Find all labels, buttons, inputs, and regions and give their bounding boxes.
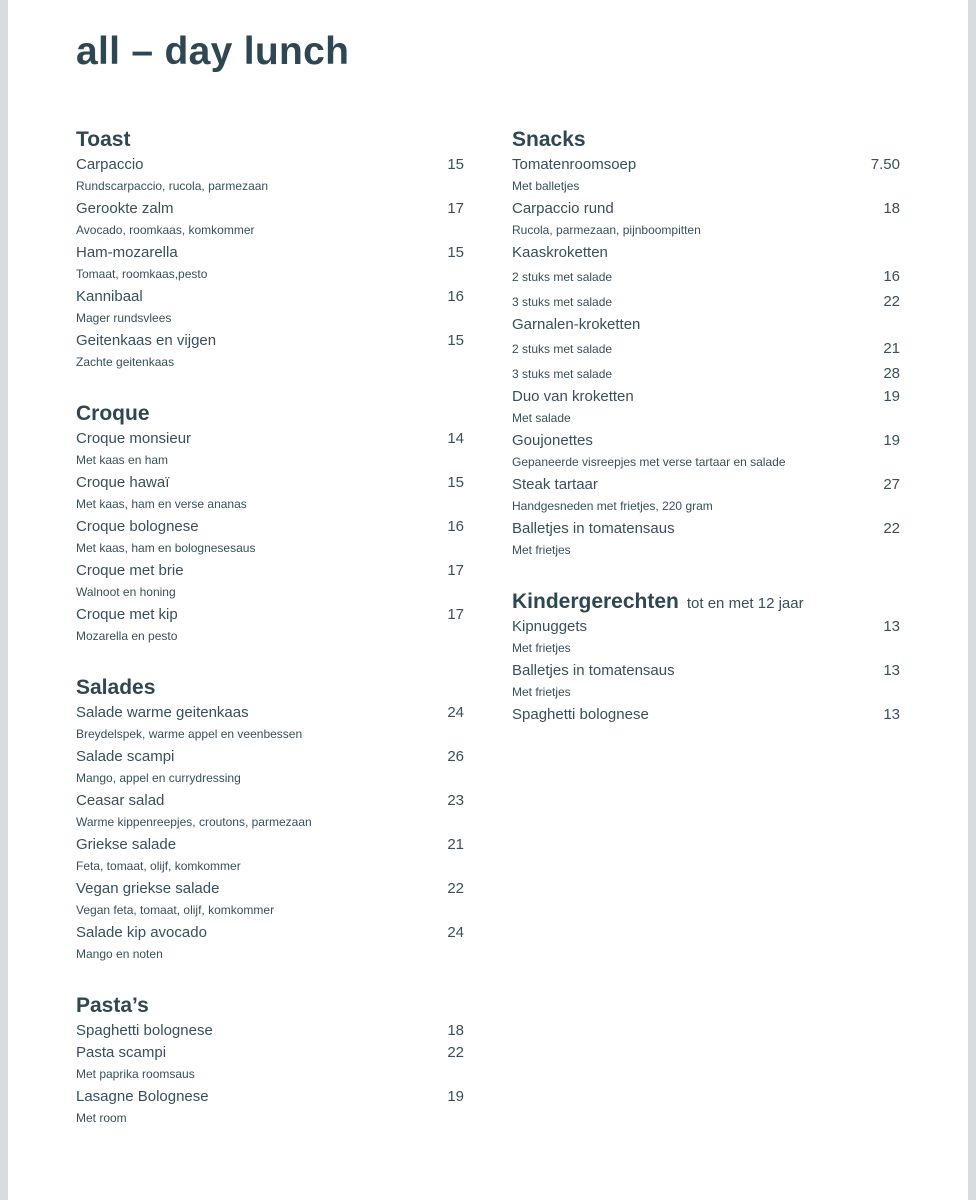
menu-item-price: 27: [883, 476, 900, 493]
menu-item-row: [512, 474, 900, 496]
menu-item: [76, 472, 464, 516]
section-salades: [76, 676, 464, 966]
section-title: Salades: [76, 676, 156, 699]
menu-item: [76, 834, 464, 878]
menu-item: [76, 428, 464, 472]
menu-item-description: Zachte geitenkaas: [76, 355, 175, 369]
section-header: [512, 590, 900, 616]
menu-item-price: 26: [447, 748, 464, 765]
section-croque: [76, 402, 464, 648]
menu-item-name: Geitenkaas en vijgen: [76, 332, 217, 349]
menu-item-description: Warme kippenreepjes, croutons, parmezaan: [76, 815, 312, 829]
section-title: Snacks: [512, 128, 586, 151]
menu-item: [76, 154, 464, 198]
section-pastas: [76, 994, 464, 1130]
section-header: [76, 128, 464, 154]
menu-item-option: [512, 361, 900, 386]
menu-item-description: Met balletjes: [512, 179, 580, 193]
option-label: 2 stuks met salade: [512, 270, 613, 284]
menu-item-row: [512, 386, 900, 408]
menu-item-name: Goujonettes: [512, 432, 593, 449]
menu-item-row: [76, 242, 464, 264]
menu-item-row: [76, 922, 464, 944]
menu-item-row: [76, 746, 464, 768]
option-label: 2 stuks met salade: [512, 342, 613, 356]
menu-item-price: 21: [447, 836, 464, 853]
menu-item: [512, 198, 900, 242]
menu-item-price: 13: [883, 618, 900, 635]
menu-item: [512, 616, 900, 660]
menu-item-description: Feta, tomaat, olijf, komkommer: [76, 859, 241, 873]
menu-item-description: Breydelspek, warme appel en veenbessen: [76, 727, 303, 741]
section-title: Toast: [76, 128, 131, 151]
menu-item: [76, 790, 464, 834]
menu-item-name: Lasagne Bolognese: [76, 1088, 209, 1105]
option-price: 28: [883, 365, 900, 382]
menu-item-name: Croque monsieur: [76, 430, 192, 447]
menu-item-name: Kannibaal: [76, 288, 143, 305]
page-title: all – day lunch: [76, 30, 350, 73]
option-label: 3 stuks met salade: [512, 295, 613, 309]
menu-item-price: 16: [447, 518, 464, 535]
menu-item-row: [76, 560, 464, 582]
section-kindergerechten: [512, 590, 900, 726]
menu-item-row: [512, 704, 900, 726]
menu-item-row: [76, 604, 464, 626]
menu-item-price: 13: [883, 706, 900, 723]
menu-item-name: Croque hawaï: [76, 474, 170, 491]
menu-item-name: Kipnuggets: [512, 618, 588, 635]
menu-item-price: 24: [447, 924, 464, 941]
menu-item-row: [76, 154, 464, 176]
menu-item-description: Met kaas, ham en bolognesesaus: [76, 541, 256, 555]
section-subtitle: tot en met 12 jaar: [686, 595, 804, 612]
menu-item-name: Ham-mozarella: [76, 244, 178, 261]
menu-item-name: Duo van kroketten: [512, 388, 634, 405]
menu-item-name: Salade scampi: [76, 748, 175, 765]
menu-item-description: Tomaat, roomkaas,pesto: [76, 267, 208, 281]
menu-item-row: [76, 516, 464, 538]
menu-item-name: Pasta scampi: [76, 1044, 167, 1061]
menu-item-price: 23: [447, 792, 464, 809]
menu-item-description: Met frietjes: [512, 543, 571, 557]
menu-item-description: Met salade: [512, 411, 571, 425]
menu-item-name: Gerookte zalm: [76, 200, 174, 217]
menu-item-price: 15: [447, 156, 464, 173]
menu-item-row: [512, 430, 900, 452]
menu-item-description: Rucola, parmezaan, pijnboompitten: [512, 223, 701, 237]
menu-item-description: Met kaas en ham: [76, 453, 169, 467]
menu-item-row: [76, 1020, 464, 1042]
menu-item-description: Met room: [76, 1111, 127, 1125]
menu-item: [512, 660, 900, 704]
menu-item-row: [76, 1042, 464, 1064]
menu-item: [512, 242, 900, 314]
menu-item: [76, 242, 464, 286]
menu-item-name: Garnalen-kroketten: [512, 316, 641, 333]
menu-item-row: [76, 702, 464, 724]
menu-item-name: Croque met kip: [76, 606, 178, 623]
menu-item-row: [76, 834, 464, 856]
menu-item-row: [512, 242, 900, 264]
menu-item-row: [76, 790, 464, 812]
section-snacks: [512, 128, 900, 562]
menu-item-row: [76, 286, 464, 308]
menu-item-price: 15: [447, 244, 464, 261]
menu-item-name: Balletjes in tomatensaus: [512, 520, 675, 537]
menu-item-price: 18: [447, 1022, 464, 1039]
menu-item-description: Handgesneden met frietjes, 220 gram: [512, 499, 713, 513]
menu-item-price: 7.50: [870, 156, 900, 173]
section-title: Pasta’s: [76, 994, 149, 1017]
menu-item-price: 14: [447, 430, 464, 447]
menu-item-name: Steak tartaar: [512, 476, 598, 493]
section-title: Croque: [76, 402, 150, 425]
menu-item: [76, 1042, 464, 1086]
menu-item-description: Met paprika roomsaus: [76, 1067, 195, 1081]
menu-item-row: [76, 330, 464, 352]
menu-item-description: Met frietjes: [512, 641, 571, 655]
menu-item: [76, 560, 464, 604]
menu-item-row: [512, 198, 900, 220]
menu-item-price: 18: [883, 200, 900, 217]
menu-item-price: 17: [447, 562, 464, 579]
menu-item: [76, 330, 464, 374]
menu-item-price: 22: [447, 880, 464, 897]
menu-item-name: Balletjes in tomatensaus: [512, 662, 675, 679]
menu-item-option: [512, 264, 900, 289]
menu-item-option: [512, 289, 900, 314]
menu-item-description: Mozarella en pesto: [76, 629, 178, 643]
menu-item-description: Vegan feta, tomaat, olijf, komkommer: [76, 903, 275, 917]
menu-item: [512, 704, 900, 726]
menu-item-name: Salade warme geitenkaas: [76, 704, 249, 721]
menu-item-name: Kaaskroketten: [512, 244, 608, 261]
menu-item-row: [512, 518, 900, 540]
menu-item-price: 17: [447, 606, 464, 623]
menu-item-price: 16: [447, 288, 464, 305]
menu-item: [512, 518, 900, 562]
section-title: Kindergerechten: [512, 590, 679, 613]
section-toast: [76, 128, 464, 374]
left-column: [76, 128, 464, 1158]
menu-item-description: Mango en noten: [76, 947, 163, 961]
menu-item: [76, 1086, 464, 1130]
menu-item: [76, 746, 464, 790]
option-price: 21: [883, 340, 900, 357]
menu-item-description: Mager rundsvlees: [76, 311, 172, 325]
option-price: 22: [883, 293, 900, 310]
menu-item-description: Avocado, roomkaas, komkommer: [76, 223, 255, 237]
option-label: 3 stuks met salade: [512, 367, 613, 381]
menu-item-description: Met kaas, ham en verse ananas: [76, 497, 247, 511]
menu-item: [76, 198, 464, 242]
menu-item: [512, 430, 900, 474]
menu-item: [76, 604, 464, 648]
page-edge-right: [968, 0, 976, 1200]
menu-item: [76, 516, 464, 560]
menu-item: [512, 314, 900, 386]
menu-item-name: Salade kip avocado: [76, 924, 207, 941]
menu-item-price: 17: [447, 200, 464, 217]
menu-item-row: [76, 472, 464, 494]
menu-item-price: 19: [447, 1088, 464, 1105]
menu-item-description: Met frietjes: [512, 685, 571, 699]
menu-item-name: Carpaccio rund: [512, 200, 614, 217]
menu-item-name: Croque bolognese: [76, 518, 199, 535]
menu-item-price: 22: [447, 1044, 464, 1061]
menu-item: [76, 1020, 464, 1042]
menu-item-description: Rundscarpaccio, rucola, parmezaan: [76, 179, 269, 193]
menu-item-price: 22: [883, 520, 900, 537]
menu-item-price: 13: [883, 662, 900, 679]
section-header: [76, 402, 464, 428]
menu-item-price: 19: [883, 432, 900, 449]
menu-item-name: Griekse salade: [76, 836, 177, 853]
menu-item-price: 19: [883, 388, 900, 405]
menu-item-row: [512, 660, 900, 682]
menu-item-row: [512, 616, 900, 638]
menu-item-row: [76, 1086, 464, 1108]
menu-item-description: Mango, appel en currydressing: [76, 771, 241, 785]
menu-item: [76, 922, 464, 966]
menu-item-row: [512, 314, 900, 336]
menu-item-price: 15: [447, 474, 464, 491]
menu-item-price: 15: [447, 332, 464, 349]
menu-item: [512, 386, 900, 430]
section-header: [512, 128, 900, 154]
menu-item-name: Croque met brie: [76, 562, 184, 579]
menu-item-name: Tomatenroomsoep: [512, 156, 637, 173]
menu-item-row: [512, 154, 900, 176]
menu-item: [512, 154, 900, 198]
menu-item-row: [76, 198, 464, 220]
menu-item-description: Gepaneerde visreepjes met verse tartaar en salade: [512, 455, 786, 469]
menu-item-option: [512, 336, 900, 361]
menu-item-name: Vegan griekse salade: [76, 880, 220, 897]
menu-item: [76, 702, 464, 746]
option-price: 16: [883, 268, 900, 285]
menu-item-row: [76, 878, 464, 900]
menu-item: [76, 878, 464, 922]
menu-item-name: Spaghetti bolognese: [76, 1022, 213, 1039]
menu-item-description: Walnoot en honing: [76, 585, 176, 599]
menu-item-price: 24: [447, 704, 464, 721]
menu-item-name: Ceasar salad: [76, 792, 165, 809]
menu-item-name: Spaghetti bolognese: [512, 706, 649, 723]
section-header: [76, 994, 464, 1020]
menu-item-name: Carpaccio: [76, 156, 144, 173]
menu-item: [76, 286, 464, 330]
section-header: [76, 676, 464, 702]
menu-item: [512, 474, 900, 518]
page-edge-left: [0, 0, 8, 1200]
right-column: [512, 128, 900, 754]
menu-item-row: [76, 428, 464, 450]
